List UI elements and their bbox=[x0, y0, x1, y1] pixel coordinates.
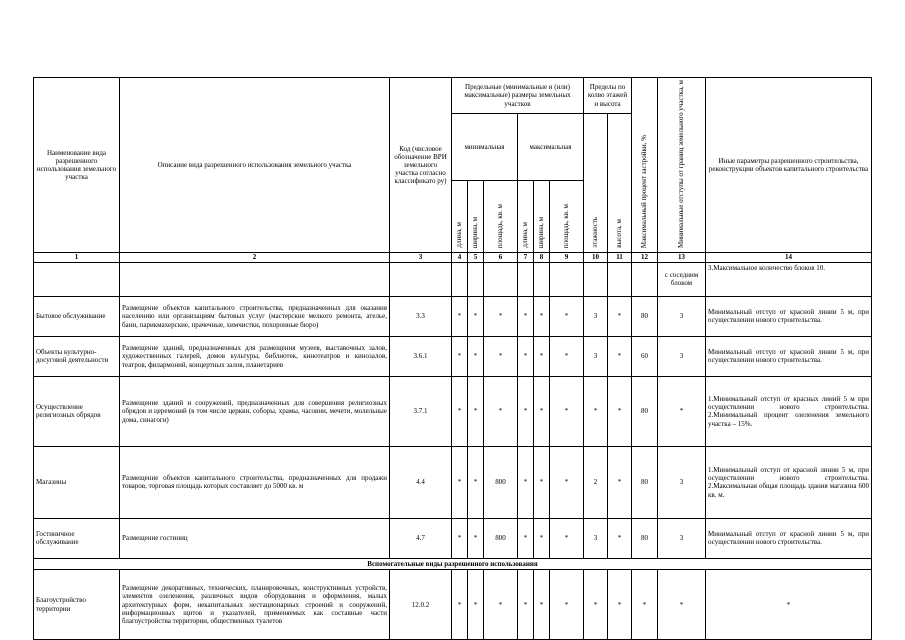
row-height: * bbox=[608, 518, 632, 558]
col-number: 3 bbox=[390, 252, 452, 262]
row-max-length: * bbox=[518, 518, 534, 558]
row-max-length: * bbox=[518, 296, 534, 336]
row-floor-count: 3 bbox=[584, 336, 608, 376]
row-max-length: * bbox=[518, 446, 534, 518]
col-number: 10 bbox=[584, 252, 608, 262]
header-code: Код (числовое обозначение ВРИ земельного участка согласно классификато ру) bbox=[390, 78, 452, 253]
row-name: Благоустройство территории bbox=[34, 570, 120, 640]
row-min-area: 800 bbox=[484, 518, 518, 558]
header-percent: Максимальный процент застройки, % bbox=[632, 78, 658, 253]
header-name: Наименование вида разрешенного использования земельного участка bbox=[34, 78, 120, 253]
row-max-area: * bbox=[550, 518, 584, 558]
row-floor-count: * bbox=[584, 376, 608, 446]
row-max-width: * bbox=[534, 296, 550, 336]
col-number: 6 bbox=[484, 252, 518, 262]
column-numbers-row bbox=[34, 252, 872, 262]
header-min-length: длина, м bbox=[452, 180, 468, 252]
row-percent: 80 bbox=[632, 518, 658, 558]
row-percent: 80 bbox=[632, 296, 658, 336]
col-number: 8 bbox=[534, 252, 550, 262]
row-percent: * bbox=[632, 570, 658, 640]
col-number: 9 bbox=[550, 252, 584, 262]
header-sizes: Предельные (минимальные и (или) максимальные) размеры земельных участков bbox=[452, 78, 584, 114]
table-row bbox=[34, 518, 872, 558]
row-min-width: * bbox=[468, 570, 484, 640]
row-max-area: * bbox=[550, 376, 584, 446]
row-floor-count: * bbox=[584, 570, 608, 640]
row-min-length: * bbox=[452, 446, 468, 518]
row-height: * bbox=[608, 296, 632, 336]
row-min-width: * bbox=[468, 296, 484, 336]
row-code: 3.6.1 bbox=[390, 336, 452, 376]
row-code: 4.4 bbox=[390, 446, 452, 518]
table-row-continued bbox=[34, 262, 872, 296]
row-min-area: * bbox=[484, 336, 518, 376]
row-setback: * bbox=[658, 570, 706, 640]
col-number: 14 bbox=[706, 252, 872, 262]
col-number: 7 bbox=[518, 252, 534, 262]
row-height: * bbox=[608, 446, 632, 518]
col-number: 13 bbox=[658, 252, 706, 262]
table-row bbox=[34, 446, 872, 518]
row-height: * bbox=[608, 376, 632, 446]
row-other: Минимальный отступ от красной линии 5 м, при осуществлении нового строительства. bbox=[706, 518, 872, 558]
row-min-length: * bbox=[452, 336, 468, 376]
row-setback: * bbox=[658, 376, 706, 446]
col-number: 4 bbox=[452, 252, 468, 262]
row-name: Объекты культурно-досуговой деятельности bbox=[34, 336, 120, 376]
row-max-area: * bbox=[550, 570, 584, 640]
row-min-area: * bbox=[484, 570, 518, 640]
row-setback: 3 bbox=[658, 336, 706, 376]
continued-setback: с соседним блоком bbox=[658, 262, 706, 296]
row-max-length: * bbox=[518, 336, 534, 376]
row-height: * bbox=[608, 336, 632, 376]
col-number: 1 bbox=[34, 252, 120, 262]
row-min-area: * bbox=[484, 376, 518, 446]
col-number: 11 bbox=[608, 252, 632, 262]
row-floor-count: 2 bbox=[584, 446, 608, 518]
row-other: 1.Минимальный отступ от красной линии 5 м, при осуществлении нового строительства. 2.Максимальная общая площадь здания магазина 600 кв. м. bbox=[706, 446, 872, 518]
header-min-width: ширина, м bbox=[468, 180, 484, 252]
row-other: * bbox=[706, 570, 872, 640]
table-row bbox=[34, 570, 872, 640]
row-max-width: * bbox=[534, 570, 550, 640]
row-max-width: * bbox=[534, 336, 550, 376]
header-min-area: площадь, кв. м bbox=[484, 180, 518, 252]
row-min-length: * bbox=[452, 296, 468, 336]
header-max: максимальная bbox=[518, 114, 584, 181]
row-min-area: 800 bbox=[484, 446, 518, 518]
row-floor-count: 3 bbox=[584, 296, 608, 336]
row-max-area: * bbox=[550, 296, 584, 336]
row-setback: 3 bbox=[658, 446, 706, 518]
row-max-area: * bbox=[550, 336, 584, 376]
row-setback: 3 bbox=[658, 518, 706, 558]
row-max-length: * bbox=[518, 376, 534, 446]
header-other: Иные параметры разрешенного строительства, реконструкции объектов капитального строительства bbox=[706, 78, 872, 253]
header-setback: Минимальные отступы от границ земельного участка, м bbox=[658, 78, 706, 253]
header-max-area: площадь, кв. м bbox=[550, 180, 584, 252]
row-code: 3.3 bbox=[390, 296, 452, 336]
row-name: Магазины bbox=[34, 446, 120, 518]
row-floor-count: 3 bbox=[584, 518, 608, 558]
row-description: Размещение объектов капитального строительства, предназначенных для продажи товаров, торговая площадь которых составляет до 5000 кв. м bbox=[120, 446, 390, 518]
row-max-area: * bbox=[550, 446, 584, 518]
table-row bbox=[34, 336, 872, 376]
row-code: 12.0.2 bbox=[390, 570, 452, 640]
table-row bbox=[34, 296, 872, 336]
row-max-width: * bbox=[534, 518, 550, 558]
row-other: Минимальный отступ от красной линии 5 м, при осуществлении нового строительства. bbox=[706, 336, 872, 376]
section-title: Вспомогательные виды разрешенного использования bbox=[34, 558, 872, 569]
table-row bbox=[34, 376, 872, 446]
row-description: Размещение объектов капитального строительства, предназначенных для оказания населению или организациям бытовых услуг (мастерские мелкого ремонта, ателье, бани, парикмахерские, прачечные, химчистки, похоронные бюро) bbox=[120, 296, 390, 336]
row-description: Размещение зданий и сооружений, предназначенных для совершения религиозных обрядов и церемоний (в том числе церкви, соборы, храмы, часовни, мечети, молельные дома, синагоги) bbox=[120, 376, 390, 446]
row-code: 4.7 bbox=[390, 518, 452, 558]
row-min-width: * bbox=[468, 336, 484, 376]
row-name: Осуществление религиозных обрядов bbox=[34, 376, 120, 446]
row-percent: 60 bbox=[632, 336, 658, 376]
col-number: 2 bbox=[120, 252, 390, 262]
row-other: 1.Минимальный отступ от красных линий 5 м при осуществлении нового строительства. 2.Минимальный процент озеленения земельного участка – 15%. bbox=[706, 376, 872, 446]
row-max-width: * bbox=[534, 446, 550, 518]
header-max-width: ширина, м bbox=[534, 180, 550, 252]
section-header-row bbox=[34, 558, 872, 569]
row-percent: 80 bbox=[632, 446, 658, 518]
row-min-width: * bbox=[468, 376, 484, 446]
row-min-length: * bbox=[452, 376, 468, 446]
row-description: Размещение декоративных, технических, планировочных, конструктивных устройств, элементов озеленения, различных видов оборудования и оформления, малых архитектурных форм, некапитальных нестационарных строений и сооружений, информационных щитов и указателей, применяемых как составные части благоустройства территории, общественных туалетов bbox=[120, 570, 390, 640]
header-floor-count: этажность bbox=[584, 114, 608, 253]
row-name: Гостиничное обслуживание bbox=[34, 518, 120, 558]
row-percent: 80 bbox=[632, 376, 658, 446]
row-min-width: * bbox=[468, 518, 484, 558]
row-description: Размещение гостиниц bbox=[120, 518, 390, 558]
continued-other: 3.Максимальное количество блоков 10. bbox=[706, 262, 872, 296]
row-max-width: * bbox=[534, 376, 550, 446]
row-min-length: * bbox=[452, 570, 468, 640]
row-other: Минимальный отступ от красной линии 5 м, при осуществлении нового строительства. bbox=[706, 296, 872, 336]
row-min-width: * bbox=[468, 446, 484, 518]
header-max-length: длина, м bbox=[518, 180, 534, 252]
row-setback: 3 bbox=[658, 296, 706, 336]
header-min: минимальная bbox=[452, 114, 518, 181]
row-name: Бытовое обслуживание bbox=[34, 296, 120, 336]
header-floors: Пределы по колво этажей и высота bbox=[584, 78, 632, 114]
row-min-area: * bbox=[484, 296, 518, 336]
land-use-table bbox=[33, 77, 872, 640]
row-height: * bbox=[608, 570, 632, 640]
row-code: 3.7.1 bbox=[390, 376, 452, 446]
header-description: Описание вида разрешенного использования земельного участка bbox=[120, 78, 390, 253]
col-number: 5 bbox=[468, 252, 484, 262]
col-number: 12 bbox=[632, 252, 658, 262]
row-description: Размещение зданий, предназначенных для размещения музеев, выставочных залов, художественных галерей, домов культуры, библиотек, кинотеатров и кинозалов, театров, филармоний, концертных залов, планетариев bbox=[120, 336, 390, 376]
row-max-length: * bbox=[518, 570, 534, 640]
header-height: высота, м bbox=[608, 114, 632, 253]
row-min-length: * bbox=[452, 518, 468, 558]
